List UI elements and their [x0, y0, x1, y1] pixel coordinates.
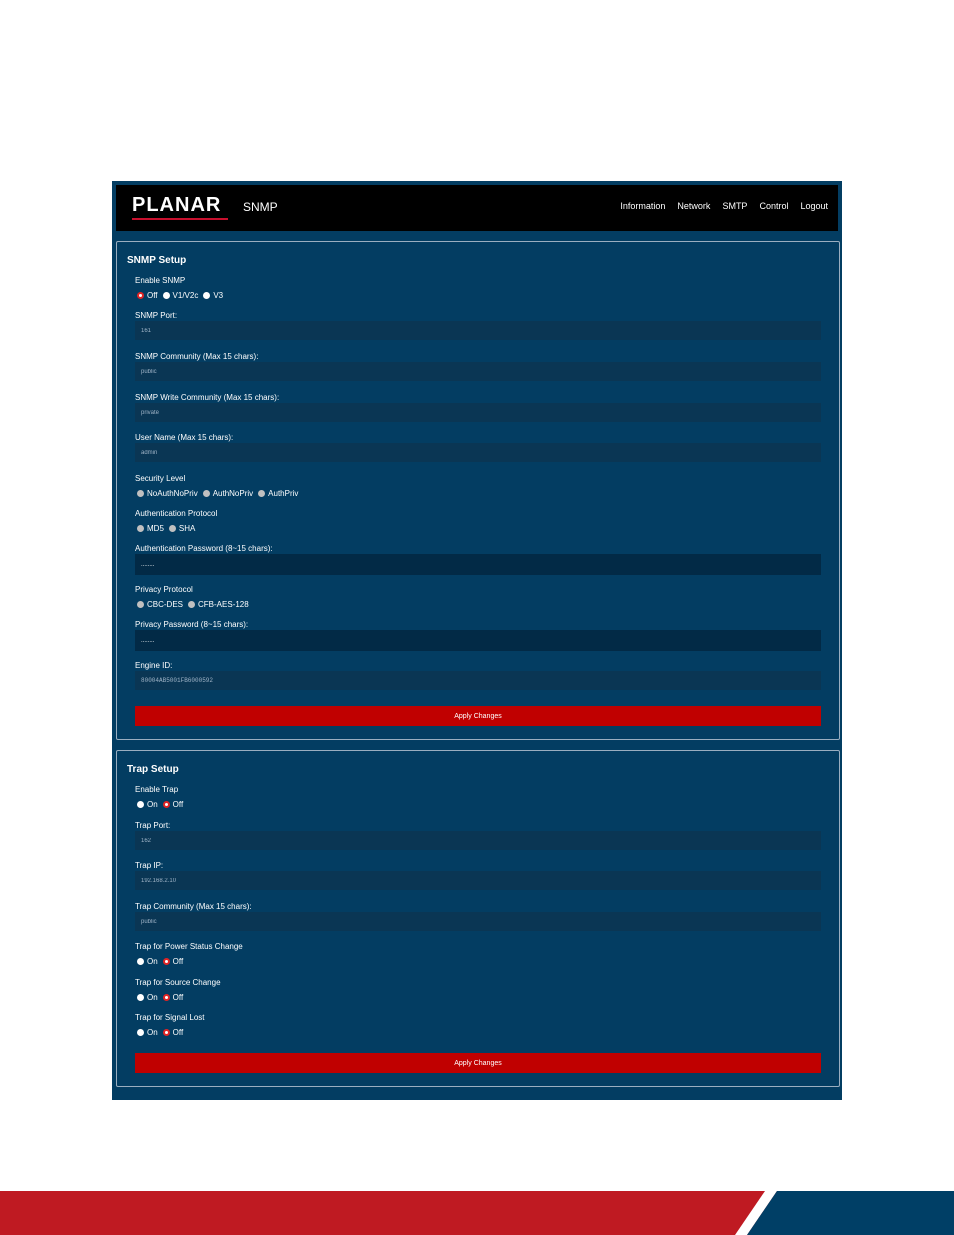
radio-icon	[203, 490, 210, 497]
enable-trap-off-radio[interactable]: Off	[163, 800, 184, 809]
radio-icon	[137, 601, 144, 608]
trap-power-off-radio[interactable]: Off	[163, 957, 184, 966]
trap-setup-title: Trap Setup	[127, 764, 179, 775]
privacy-password-input[interactable]	[135, 630, 821, 651]
planar-logo	[132, 194, 221, 220]
trap-port-label: Trap Port:	[135, 821, 171, 830]
username-label: User Name (Max 15 chars):	[135, 433, 234, 442]
snmp-apply-changes-button[interactable]: Apply Changes	[135, 706, 821, 726]
trap-source-off-radio[interactable]: Off	[163, 993, 184, 1002]
auth-sha-radio[interactable]: SHA	[169, 524, 195, 533]
snmp-write-community-input[interactable]	[135, 403, 821, 422]
nav-network[interactable]: Network	[677, 201, 711, 211]
security-level-radio-group	[137, 489, 303, 498]
privacy-cbc-des-radio[interactable]: CBC-DES	[137, 600, 183, 609]
radio-selected-icon	[137, 292, 144, 299]
nav-logout[interactable]: Logout	[800, 201, 828, 211]
trap-signal-radio-group	[137, 1028, 188, 1037]
nav-information[interactable]: Information	[620, 201, 666, 211]
snmp-community-label: SNMP Community (Max 15 chars):	[135, 352, 259, 361]
radio-icon	[137, 490, 144, 497]
privacy-password-label: Privacy Password (8~15 chars):	[135, 620, 249, 629]
logo-underline	[132, 218, 228, 220]
auth-password-label: Authentication Password (8~15 chars):	[135, 544, 273, 553]
trap-apply-changes-button[interactable]: Apply Changes	[135, 1053, 821, 1073]
security-authpriv-radio[interactable]: AuthPriv	[258, 489, 298, 498]
nav-control[interactable]: Control	[759, 201, 789, 211]
enable-snmp-label: Enable SNMP	[135, 276, 186, 285]
radio-icon	[137, 994, 144, 1001]
security-authnopriv-radio[interactable]: AuthNoPriv	[203, 489, 253, 498]
trap-port-input[interactable]	[135, 831, 821, 850]
auth-protocol-radio-group	[137, 524, 200, 533]
radio-icon	[169, 525, 176, 532]
enable-snmp-off-radio[interactable]: Off	[137, 291, 158, 300]
privacy-protocol-radio-group	[137, 600, 254, 609]
trap-signal-label: Trap for Signal Lost	[135, 1013, 205, 1022]
trap-setup-panel	[116, 750, 840, 1087]
username-input[interactable]	[135, 443, 821, 462]
radio-selected-icon	[163, 958, 170, 965]
trap-power-label: Trap for Power Status Change	[135, 942, 243, 951]
nav-smtp[interactable]: SMTP	[722, 201, 748, 211]
nav-menu	[620, 201, 828, 211]
auth-password-input[interactable]	[135, 554, 821, 575]
enable-snmp-radio-group	[137, 291, 228, 300]
enable-trap-on-radio[interactable]: On	[137, 800, 158, 809]
snmp-setup-title: SNMP Setup	[127, 255, 187, 266]
security-level-label: Security Level	[135, 474, 186, 483]
snmp-community-input[interactable]	[135, 362, 821, 381]
page-title: SNMP	[243, 200, 278, 214]
radio-icon	[163, 292, 170, 299]
snmp-setup-panel	[116, 241, 840, 740]
radio-icon	[137, 958, 144, 965]
privacy-protocol-label: Privacy Protocol	[135, 585, 193, 594]
enable-snmp-v3-radio[interactable]: V3	[203, 291, 223, 300]
engine-id-input[interactable]	[135, 671, 821, 690]
enable-trap-label: Enable Trap	[135, 785, 179, 794]
trap-community-input[interactable]	[135, 912, 821, 931]
trap-power-radio-group	[137, 957, 188, 966]
snmp-app-window	[112, 181, 842, 1100]
trap-source-label: Trap for Source Change	[135, 978, 221, 987]
trap-ip-input[interactable]	[135, 871, 821, 890]
footer-banner	[0, 1191, 954, 1235]
radio-selected-icon	[163, 801, 170, 808]
radio-selected-icon	[163, 1029, 170, 1036]
radio-selected-icon	[163, 994, 170, 1001]
privacy-cfb-aes-radio[interactable]: CFB-AES-128	[188, 600, 249, 609]
snmp-port-label: SNMP Port:	[135, 311, 178, 320]
trap-community-label: Trap Community (Max 15 chars):	[135, 902, 252, 911]
trap-signal-on-radio[interactable]: On	[137, 1028, 158, 1037]
radio-icon	[137, 525, 144, 532]
snmp-write-community-label: SNMP Write Community (Max 15 chars):	[135, 393, 280, 402]
trap-source-radio-group	[137, 993, 188, 1002]
radio-icon	[137, 1029, 144, 1036]
snmp-port-input[interactable]	[135, 321, 821, 340]
trap-source-on-radio[interactable]: On	[137, 993, 158, 1002]
auth-protocol-label: Authentication Protocol	[135, 509, 218, 518]
trap-power-on-radio[interactable]: On	[137, 957, 158, 966]
logo-text: PLANAR	[132, 194, 222, 216]
engine-id-label: Engine ID:	[135, 661, 173, 670]
radio-icon	[188, 601, 195, 608]
enable-snmp-v1v2c-radio[interactable]: V1/V2c	[163, 291, 199, 300]
radio-icon	[258, 490, 265, 497]
top-bar	[116, 185, 838, 231]
trap-signal-off-radio[interactable]: Off	[163, 1028, 184, 1037]
radio-icon	[203, 292, 210, 299]
footer-blue-band	[747, 1191, 954, 1235]
radio-icon	[137, 801, 144, 808]
auth-md5-radio[interactable]: MD5	[137, 524, 164, 533]
enable-trap-radio-group	[137, 800, 188, 809]
security-noauthnopriv-radio[interactable]: NoAuthNoPriv	[137, 489, 198, 498]
trap-ip-label: Trap IP:	[135, 861, 164, 870]
